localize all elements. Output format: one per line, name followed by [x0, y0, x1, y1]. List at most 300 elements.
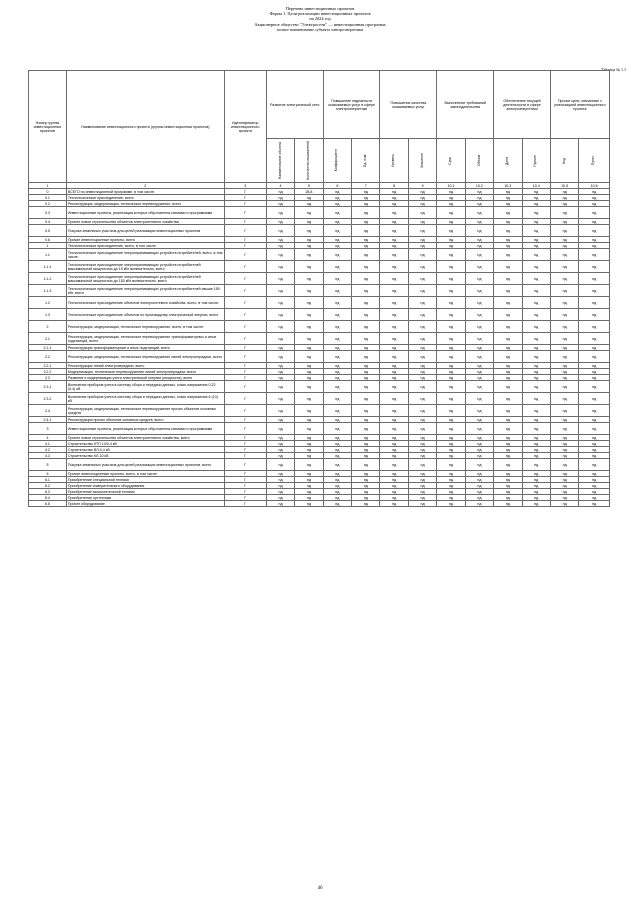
- row-name: Реконструкция прочих объектов основных средств, всего: [66, 417, 224, 423]
- row-value: нд: [465, 375, 493, 381]
- sub-header-cell: [380, 139, 408, 183]
- row-value: нд: [352, 405, 380, 417]
- row-value: нд: [550, 297, 578, 309]
- row-value: нд: [266, 273, 294, 285]
- row-number: 6: [29, 471, 67, 477]
- row-name: Включение приборов учета в систему сбора и передачи данных, класс напряжения 6 (10) кВ: [66, 393, 224, 405]
- row-number: 2.2.2: [29, 369, 67, 375]
- row-identifier: Г: [224, 333, 266, 345]
- row-value: нд: [522, 207, 550, 219]
- row-value: нд: [408, 417, 436, 423]
- row-value: нд: [494, 219, 522, 225]
- sub-header-cell: [465, 139, 493, 183]
- row-value: нд: [323, 483, 351, 489]
- row-value: нд: [437, 309, 465, 321]
- row-number: 2: [29, 321, 67, 333]
- table-row: [29, 309, 610, 321]
- row-identifier: Г: [224, 375, 266, 381]
- row-name: Инвестиционные проекты, реализация которых обусловлена схемами и программами: [66, 207, 224, 219]
- row-name: Строительство ВЛ-0,4 кВ: [66, 447, 224, 453]
- row-value: нд: [437, 195, 465, 201]
- row-value: нд: [352, 321, 380, 333]
- row-value: нд: [465, 471, 493, 477]
- row-value: нд: [494, 459, 522, 471]
- row-value: нд: [352, 201, 380, 207]
- column-number: 10.3: [494, 183, 522, 189]
- row-name: Развитие и модернизация учета электрической энергии (мощности), всего: [66, 375, 224, 381]
- row-value: нд: [266, 363, 294, 369]
- row-value: нд: [352, 381, 380, 393]
- column-number: 1: [29, 183, 67, 189]
- row-identifier: Г: [224, 345, 266, 351]
- row-value: нд: [266, 207, 294, 219]
- row-value: нд: [437, 417, 465, 423]
- row-value: нд: [579, 273, 610, 285]
- row-value: нд: [380, 471, 408, 477]
- row-value: нд: [323, 273, 351, 285]
- row-value: нд: [550, 261, 578, 273]
- row-value: нд: [522, 375, 550, 381]
- row-value: нд: [550, 189, 578, 195]
- row-name: Технологическое присоединение энергопринимающих устройств потребителей максимальной мощностью до 150 кВт включительно, всего: [66, 273, 224, 285]
- row-value: нд: [437, 495, 465, 501]
- row-value: нд: [295, 249, 323, 261]
- row-value: нд: [522, 405, 550, 417]
- row-value: нд: [323, 369, 351, 375]
- row-value: нд: [550, 207, 578, 219]
- row-value: нд: [323, 447, 351, 453]
- row-value: нд: [295, 489, 323, 495]
- row-value: нд: [295, 321, 323, 333]
- table-row: [29, 261, 610, 273]
- row-value: нд: [465, 309, 493, 321]
- row-value: нд: [579, 435, 610, 441]
- row-value: нд: [295, 363, 323, 369]
- row-value: нд: [380, 261, 408, 273]
- row-value: нд: [494, 333, 522, 345]
- row-value: нд: [522, 417, 550, 423]
- row-value: нд: [494, 435, 522, 441]
- sub-header-label: Ед. изм.: [362, 154, 367, 167]
- row-value: нд: [323, 297, 351, 309]
- row-name: Прочее новое строительство объектов электросетевого хозяйства: [66, 219, 224, 225]
- row-value: нд: [522, 195, 550, 201]
- row-value: нд: [266, 321, 294, 333]
- column-number: 6: [323, 183, 351, 189]
- row-value: нд: [465, 207, 493, 219]
- row-value: нд: [352, 489, 380, 495]
- row-value: нд: [494, 453, 522, 459]
- sub-header-cell: [550, 139, 578, 183]
- table-row: [29, 333, 610, 345]
- row-value: нд: [465, 477, 493, 483]
- sub-header-label: Уровень: [391, 153, 396, 168]
- row-name: Приобретение специальной техники: [66, 477, 224, 483]
- column-number: 7: [352, 183, 380, 189]
- row-value: нд: [437, 435, 465, 441]
- row-name: Строительство КЛ-10 кВ: [66, 453, 224, 459]
- row-name: Приобретение измерительного оборудования: [66, 483, 224, 489]
- row-value: нд: [494, 477, 522, 483]
- sub-header-cell: [579, 139, 610, 183]
- row-identifier: Г: [224, 501, 266, 507]
- row-number: 2.1: [29, 333, 67, 345]
- row-value: нд: [323, 423, 351, 435]
- row-value: нд: [352, 477, 380, 483]
- row-value: нд: [266, 261, 294, 273]
- col-header-c8: Выполнение требований законодательства: [437, 71, 494, 139]
- row-value: нд: [408, 225, 436, 237]
- row-value: нд: [323, 495, 351, 501]
- row-name: Реконструкция, модернизация, техническое перевооружение прочих объектов основных средств: [66, 405, 224, 417]
- row-number: 2.2.1: [29, 363, 67, 369]
- row-value: нд: [408, 243, 436, 249]
- row-value: нд: [295, 195, 323, 201]
- row-value: нд: [352, 453, 380, 459]
- row-number: 2.3.2: [29, 393, 67, 405]
- table-row: [29, 393, 610, 405]
- row-value: нд: [494, 489, 522, 495]
- document-header: [120, 6, 520, 32]
- row-value: нд: [323, 417, 351, 423]
- row-value: нд: [380, 345, 408, 351]
- row-value: нд: [550, 447, 578, 453]
- row-number: 6.3: [29, 489, 67, 495]
- row-value: нд: [266, 297, 294, 309]
- row-value: нд: [579, 195, 610, 201]
- table-head: [29, 71, 610, 189]
- row-value: нд: [494, 363, 522, 369]
- row-value: нд: [408, 453, 436, 459]
- row-value: нд: [550, 393, 578, 405]
- row-value: нд: [550, 237, 578, 243]
- row-value: нд: [579, 417, 610, 423]
- row-value: нд: [465, 225, 493, 237]
- row-value: нд: [522, 471, 550, 477]
- row-value: нд: [352, 393, 380, 405]
- row-value: нд: [579, 375, 610, 381]
- row-value: нд: [323, 471, 351, 477]
- row-value: нд: [550, 273, 578, 285]
- row-value: нд: [437, 225, 465, 237]
- row-value: нд: [266, 459, 294, 471]
- row-value: нд: [550, 219, 578, 225]
- row-name: Прочее новое строительство объектов электросетевого хозяйства, всего: [66, 435, 224, 441]
- row-value: нд: [437, 297, 465, 309]
- col-header-id: Идентификатор инвестиционного проекта: [224, 71, 266, 183]
- row-name: ВСЕГО по инвестиционной программе, в том числе:: [66, 189, 224, 195]
- row-value: нд: [550, 243, 578, 249]
- row-value: нд: [408, 321, 436, 333]
- row-value: нд: [494, 351, 522, 363]
- sub-header-cell: [437, 139, 465, 183]
- row-value: нд: [437, 471, 465, 477]
- row-value: нд: [437, 237, 465, 243]
- row-value: нд: [465, 189, 493, 195]
- row-value: нд: [266, 405, 294, 417]
- row-value: нд: [323, 207, 351, 219]
- row-value: нд: [522, 285, 550, 297]
- row-number: 0.6: [29, 237, 67, 243]
- row-value: нд: [550, 363, 578, 369]
- row-value: нд: [323, 459, 351, 471]
- row-value: нд: [295, 483, 323, 489]
- row-value: нд: [550, 333, 578, 345]
- row-value: нд: [295, 459, 323, 471]
- row-name: Технологическое присоединение объектов по производству электрической энергии, всего: [66, 309, 224, 321]
- row-value: нд: [408, 309, 436, 321]
- row-value: нд: [323, 309, 351, 321]
- sub-header-cell: [408, 139, 436, 183]
- row-value: нд: [522, 249, 550, 261]
- sub-header-cell: [522, 139, 550, 183]
- column-number: 10.4: [522, 183, 550, 189]
- row-value: нд: [550, 309, 578, 321]
- row-identifier: Г: [224, 219, 266, 225]
- row-value: нд: [579, 207, 610, 219]
- row-number: 1: [29, 243, 67, 249]
- sub-header-label: Прочее: [533, 154, 538, 167]
- row-identifier: Г: [224, 195, 266, 201]
- row-value: нд: [266, 381, 294, 393]
- row-value: нд: [323, 435, 351, 441]
- row-value: нд: [323, 453, 351, 459]
- row-value: нд: [295, 273, 323, 285]
- row-identifier: Г: [224, 483, 266, 489]
- sub-header-cell: [266, 139, 294, 183]
- row-value: нд: [494, 501, 522, 507]
- row-value: нд: [494, 309, 522, 321]
- row-value: нд: [522, 501, 550, 507]
- row-value: нд: [380, 453, 408, 459]
- row-value: нд: [295, 477, 323, 483]
- row-value: нд: [522, 219, 550, 225]
- row-value: нд: [352, 207, 380, 219]
- row-value: нд: [579, 285, 610, 297]
- row-value: нд: [550, 351, 578, 363]
- row-value: нд: [408, 297, 436, 309]
- row-value: нд: [266, 453, 294, 459]
- title-line-1: Перечень инвестиционных проектов: [285, 6, 355, 11]
- row-identifier: Г: [224, 249, 266, 261]
- row-value: нд: [408, 351, 436, 363]
- row-value: нд: [465, 489, 493, 495]
- row-value: нд: [465, 483, 493, 489]
- row-value: нд: [579, 423, 610, 435]
- row-value: нд: [437, 261, 465, 273]
- row-value: нд: [295, 501, 323, 507]
- row-value: нд: [522, 489, 550, 495]
- row-identifier: Г: [224, 435, 266, 441]
- row-name: Технологическое присоединение энергопринимающих устройств потребителей, всего, в том числе:: [67, 250, 223, 259]
- row-value: нд: [579, 189, 610, 195]
- row-value: нд: [579, 501, 610, 507]
- row-value: нд: [550, 495, 578, 501]
- row-value: нд: [380, 201, 408, 207]
- row-value: нд: [550, 381, 578, 393]
- row-name: Приобретение оргтехники: [66, 495, 224, 501]
- row-name: Строительство КТП 10/0,4 кВ: [66, 441, 224, 447]
- table-row: [29, 405, 610, 417]
- row-value: нд: [323, 195, 351, 201]
- row-value: нд: [408, 393, 436, 405]
- row-value: нд: [437, 363, 465, 369]
- row-number: 4.2: [29, 447, 67, 453]
- row-value: нд: [465, 363, 493, 369]
- row-value: нд: [437, 249, 465, 261]
- sub-header-label: Доля: [504, 156, 509, 165]
- row-value: нд: [408, 189, 436, 195]
- row-identifier: Г: [224, 393, 266, 405]
- row-value: нд: [465, 435, 493, 441]
- row-value: нд: [522, 201, 550, 207]
- column-number: 9: [408, 183, 436, 189]
- row-identifier: Г: [224, 453, 266, 459]
- row-value: нд: [352, 363, 380, 369]
- row-value: нд: [295, 201, 323, 207]
- row-value: нд: [465, 297, 493, 309]
- row-value: нд: [408, 195, 436, 201]
- row-identifier: Г: [224, 237, 266, 243]
- row-value: нд: [295, 345, 323, 351]
- row-value: нд: [295, 453, 323, 459]
- row-value: нд: [380, 309, 408, 321]
- row-value: нд: [323, 261, 351, 273]
- row-value: нд: [352, 495, 380, 501]
- row-value: нд: [522, 441, 550, 447]
- row-value: нд: [323, 249, 351, 261]
- row-value: нд: [465, 417, 493, 423]
- row-value: нд: [380, 423, 408, 435]
- row-value: нд: [408, 333, 436, 345]
- row-value: нд: [295, 207, 323, 219]
- row-value: нд: [295, 447, 323, 453]
- row-value: нд: [408, 477, 436, 483]
- row-value: нд: [522, 423, 550, 435]
- row-value: нд: [380, 249, 408, 261]
- row-value: нд: [579, 489, 610, 495]
- row-value: нд: [494, 471, 522, 477]
- row-value: нд: [408, 273, 436, 285]
- row-value: нд: [465, 195, 493, 201]
- row-value: нд: [522, 189, 550, 195]
- row-value: нд: [323, 345, 351, 351]
- row-value: нд: [579, 405, 610, 417]
- row-value: нд: [323, 501, 351, 507]
- row-identifier: Г: [224, 489, 266, 495]
- row-value: нд: [408, 471, 436, 477]
- row-name: Технологическое присоединение энергопринимающих устройств потребителей максимальной мощностью до 15 кВт включительно, всего: [66, 261, 224, 273]
- sub-header-label: Код: [561, 157, 566, 164]
- row-number: 1.2: [29, 297, 67, 309]
- row-value: нд: [579, 237, 610, 243]
- row-value: нд: [380, 273, 408, 285]
- row-value: нд: [352, 447, 380, 453]
- row-value: нд: [323, 321, 351, 333]
- row-value: нд: [323, 189, 351, 195]
- row-number: 6.4: [29, 495, 67, 501]
- row-value: нд: [266, 501, 294, 507]
- row-value: нд: [579, 243, 610, 249]
- row-value: нд: [408, 441, 436, 447]
- row-identifier: Г: [224, 459, 266, 471]
- title-line-3: на 2024 год: [309, 16, 331, 22]
- row-identifier: Г: [224, 243, 266, 249]
- row-value: нд: [380, 495, 408, 501]
- table-row: [29, 297, 610, 309]
- row-value: нд: [408, 369, 436, 375]
- row-value: нд: [266, 243, 294, 249]
- sub-header-label: Количество показателей: [306, 141, 311, 180]
- title-line-2: Форма 1. Цели реализации инвестиционных проектов: [269, 11, 371, 17]
- row-value: нд: [408, 237, 436, 243]
- row-name: Покупка земельных участков для целей реализации инвестиционных проектов, всего: [66, 459, 224, 471]
- row-value: нд: [380, 297, 408, 309]
- row-identifier: Г: [224, 207, 266, 219]
- row-value: нд: [550, 285, 578, 297]
- row-value: нд: [550, 345, 578, 351]
- row-value: нд: [579, 381, 610, 393]
- row-identifier: Г: [224, 201, 266, 207]
- row-value: нд: [323, 381, 351, 393]
- row-value: нд: [522, 393, 550, 405]
- row-value: нд: [465, 249, 493, 261]
- row-value: нд: [266, 489, 294, 495]
- row-value: нд: [380, 363, 408, 369]
- row-value: нд: [408, 483, 436, 489]
- row-value: нд: [380, 489, 408, 495]
- row-value: нд: [522, 225, 550, 237]
- row-value: нд: [522, 459, 550, 471]
- row-value: нд: [550, 459, 578, 471]
- row-value: нд: [437, 381, 465, 393]
- row-value: нд: [352, 225, 380, 237]
- row-value: нд: [465, 393, 493, 405]
- row-value: нд: [408, 207, 436, 219]
- row-value: нд: [352, 441, 380, 447]
- row-value: нд: [380, 477, 408, 483]
- row-value: нд: [295, 237, 323, 243]
- row-number: 2.2: [29, 351, 67, 363]
- row-identifier: Г: [224, 441, 266, 447]
- sub-header-label: Срок: [448, 156, 453, 165]
- row-value: нд: [437, 501, 465, 507]
- row-value: нд: [522, 273, 550, 285]
- row-value: нд: [380, 243, 408, 249]
- row-identifier: Г: [224, 471, 266, 477]
- table-row: [29, 381, 610, 393]
- row-identifier: Г: [224, 309, 266, 321]
- row-value: нд: [323, 219, 351, 225]
- row-value: нд: [494, 243, 522, 249]
- row-value: нд: [408, 261, 436, 273]
- row-value: нд: [465, 369, 493, 375]
- row-value: нд: [352, 297, 380, 309]
- row-value: нд: [295, 435, 323, 441]
- row-value: нд: [295, 333, 323, 345]
- row-value: нд: [295, 369, 323, 375]
- row-number: 1.1: [29, 249, 67, 261]
- row-value: нд: [522, 363, 550, 369]
- row-number: 6.2: [29, 483, 67, 489]
- row-number: 1.3: [29, 309, 67, 321]
- row-value: нд: [352, 333, 380, 345]
- row-value: нд: [295, 423, 323, 435]
- row-value: нд: [579, 225, 610, 237]
- row-number: 6.5: [29, 501, 67, 507]
- column-number: 10.5: [550, 183, 578, 189]
- row-value: нд: [522, 447, 550, 453]
